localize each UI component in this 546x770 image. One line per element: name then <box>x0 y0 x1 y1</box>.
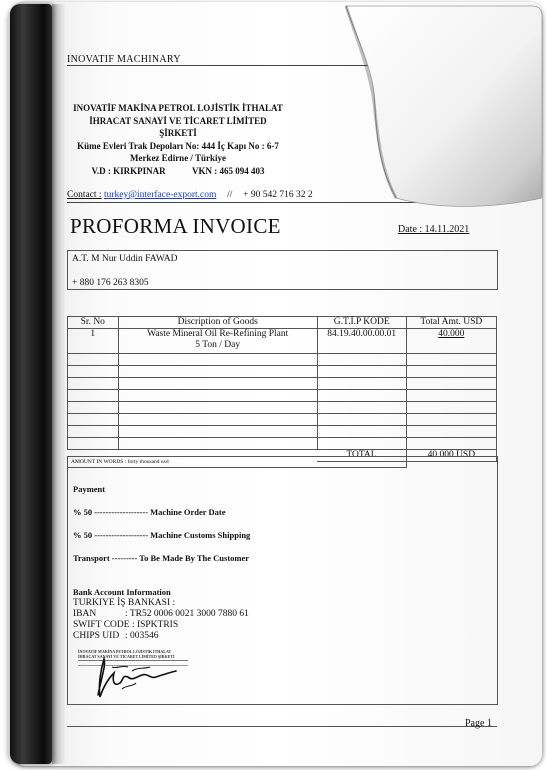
address-line-5: Merkez Edirne / Türkiye <box>129 153 227 163</box>
table-header-row <box>68 317 497 329</box>
payment-term-2: % 50 ------------------- Machine Customs Shipping <box>73 530 251 540</box>
contact-phone: + 90 542 716 32 2 <box>243 190 313 200</box>
terms-box <box>67 456 498 705</box>
page-curl-icon[interactable] <box>336 2 546 212</box>
row1-amount: 40.000 <box>438 329 465 339</box>
iban-label: IBAN <box>73 609 97 619</box>
stamp-line-1: İNOVATİF MAKİNA PETROL LOJİSTİK İTHALAT <box>78 649 172 654</box>
footer-divider <box>67 726 497 727</box>
total-value: 40.000 USD <box>406 450 496 462</box>
contact-label: Contact : <box>67 190 102 200</box>
company-address <box>58 102 298 177</box>
customer-box <box>67 250 498 290</box>
page-number: Page 1 <box>465 718 492 729</box>
contact-separator: // <box>227 190 233 200</box>
amount-in-words: AMOUNT IN WORDS : forty thousand usd <box>68 457 407 468</box>
invoice-date: Date : 14.11.2021 <box>398 224 470 235</box>
stamp-line-2: İHRACAT SANAYİ VE TİCARET LİMİTED ŞİRKETİ <box>78 654 175 659</box>
bank-heading: Bank Account Information <box>73 587 171 597</box>
col-header-amount: Total Amt. USD <box>406 317 496 329</box>
table-row <box>68 414 497 426</box>
contact-email-link[interactable]: turkey@interface-export.com <box>103 190 217 200</box>
row1-desc-line-2: 5 Ton / Day <box>195 340 241 350</box>
transport-term: Transport --------- To Be Made By The Customer <box>73 553 250 563</box>
col-header-description: Discription of Goods <box>118 317 317 329</box>
table-row <box>68 438 497 450</box>
payment-heading: Payment <box>73 484 106 494</box>
iban-value: : TR52 0006 0021 3000 7880 61 <box>125 609 249 619</box>
binder-spine <box>10 4 52 764</box>
bank-name: TURKIYE İŞ BANKASI : <box>73 598 176 608</box>
row1-code: 84.19.40.00.00.01 <box>317 329 406 354</box>
table-row <box>68 390 497 402</box>
customer-phone: + 880 176 263 8305 <box>72 278 149 288</box>
table-row <box>68 329 497 354</box>
tax-number: VKN : 465 094 403 <box>191 165 265 176</box>
chips-value: : 003546 <box>125 631 159 641</box>
document-title: PROFORMA INVOICE <box>70 214 281 238</box>
address-line-4: Küme Evleri Trak Depoları No: 444 İç Kapı No : 6-7 <box>77 140 279 151</box>
bank-chips <box>73 631 159 642</box>
bank-iban <box>73 609 249 620</box>
table-row <box>68 378 497 390</box>
row1-no: 1 <box>68 329 119 354</box>
chips-label: CHIPS UID <box>73 631 120 641</box>
table-row <box>68 366 497 378</box>
col-header-code: G.T.İ.P KODE <box>317 317 406 329</box>
goods-table <box>67 316 497 462</box>
table-row <box>68 426 497 438</box>
table-row <box>68 354 497 366</box>
total-label: TOTAL <box>317 450 406 462</box>
table-row <box>68 402 497 414</box>
signature-icon <box>92 655 182 701</box>
payment-term-1: % 50 ------------------- Machine Order Date <box>73 507 226 517</box>
row1-desc-line-1: Waste Mineral Oil Re-Refining Plant <box>147 329 289 339</box>
address-line-1: INOVATİF MAKİNA PETROL LOJİSTİK İTHALAT <box>73 103 283 113</box>
col-header-sr-no: Sr. No <box>68 317 119 329</box>
bank-swift: SWIFT CODE : ISPKTRIS <box>73 620 179 630</box>
row1-amount-cell <box>406 329 496 354</box>
row1-description <box>118 329 317 354</box>
address-line-3: ŞİRKETİ <box>159 128 197 138</box>
tax-info <box>58 165 298 178</box>
contact-line <box>67 190 313 200</box>
customer-name: A.T. M Nur Uddin FAWAD <box>72 254 178 264</box>
address-line-2: İHRACAT SANAYİ VE TİCARET LİMİTED <box>89 115 267 126</box>
header-company-name: INOVATIF MACHINARY <box>67 54 181 65</box>
tax-office: V.D : KIRKPINAR <box>91 165 166 176</box>
